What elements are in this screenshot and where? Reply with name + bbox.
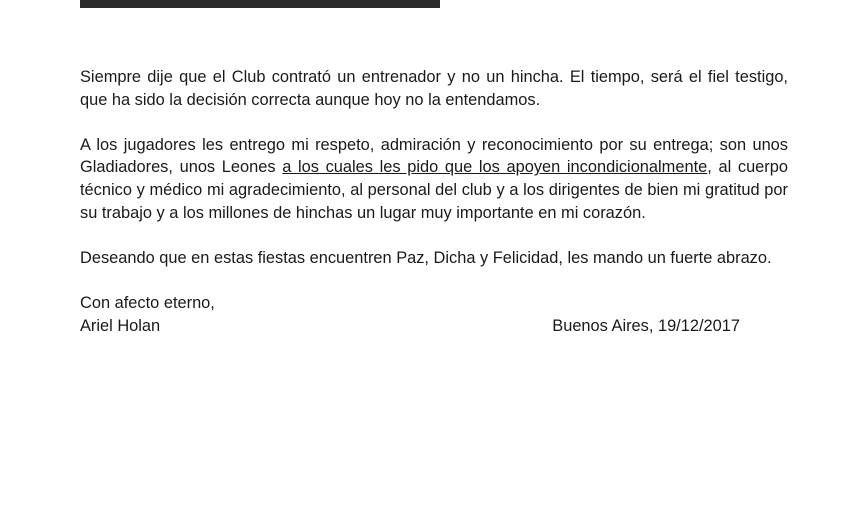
paragraph-2 [80,134,788,224]
header-bar [80,0,440,8]
signature-row [80,315,740,338]
paragraph-3: Deseando que en estas fiestas encuentren Paz, Dicha y Felicidad, les mando un fuerte abrazo. [80,248,772,267]
closing-line: Con afecto eterno, [80,293,215,312]
paragraph-2-start: A los jugadores les entrego mi respeto, admiración y reconocimiento por su entrega; son unos Gladiadores, unos Leones [80,135,788,177]
letter-body [80,66,788,337]
paragraph-2-end: , al cuerpo técnico y médico mi agradecimiento, al personal del club y a los dirigentes de bien mi gratitud por su trabajo y a los millones de hinchas un lugar muy importante en mi corazón. [80,158,788,222]
underlined-request: a los cuales les pido que los apoyen incondicionalmente [282,158,708,177]
place-date: Buenos Aires, 19/12/2017 [552,316,740,335]
paragraph-1: Siempre dije que el Club contrató un entrenador y no un hincha. El tiempo, será el fiel testigo, que ha sido la decisión correcta aunque hoy no la entendamos. [80,68,788,109]
signature-name: Ariel Holan [80,316,161,335]
